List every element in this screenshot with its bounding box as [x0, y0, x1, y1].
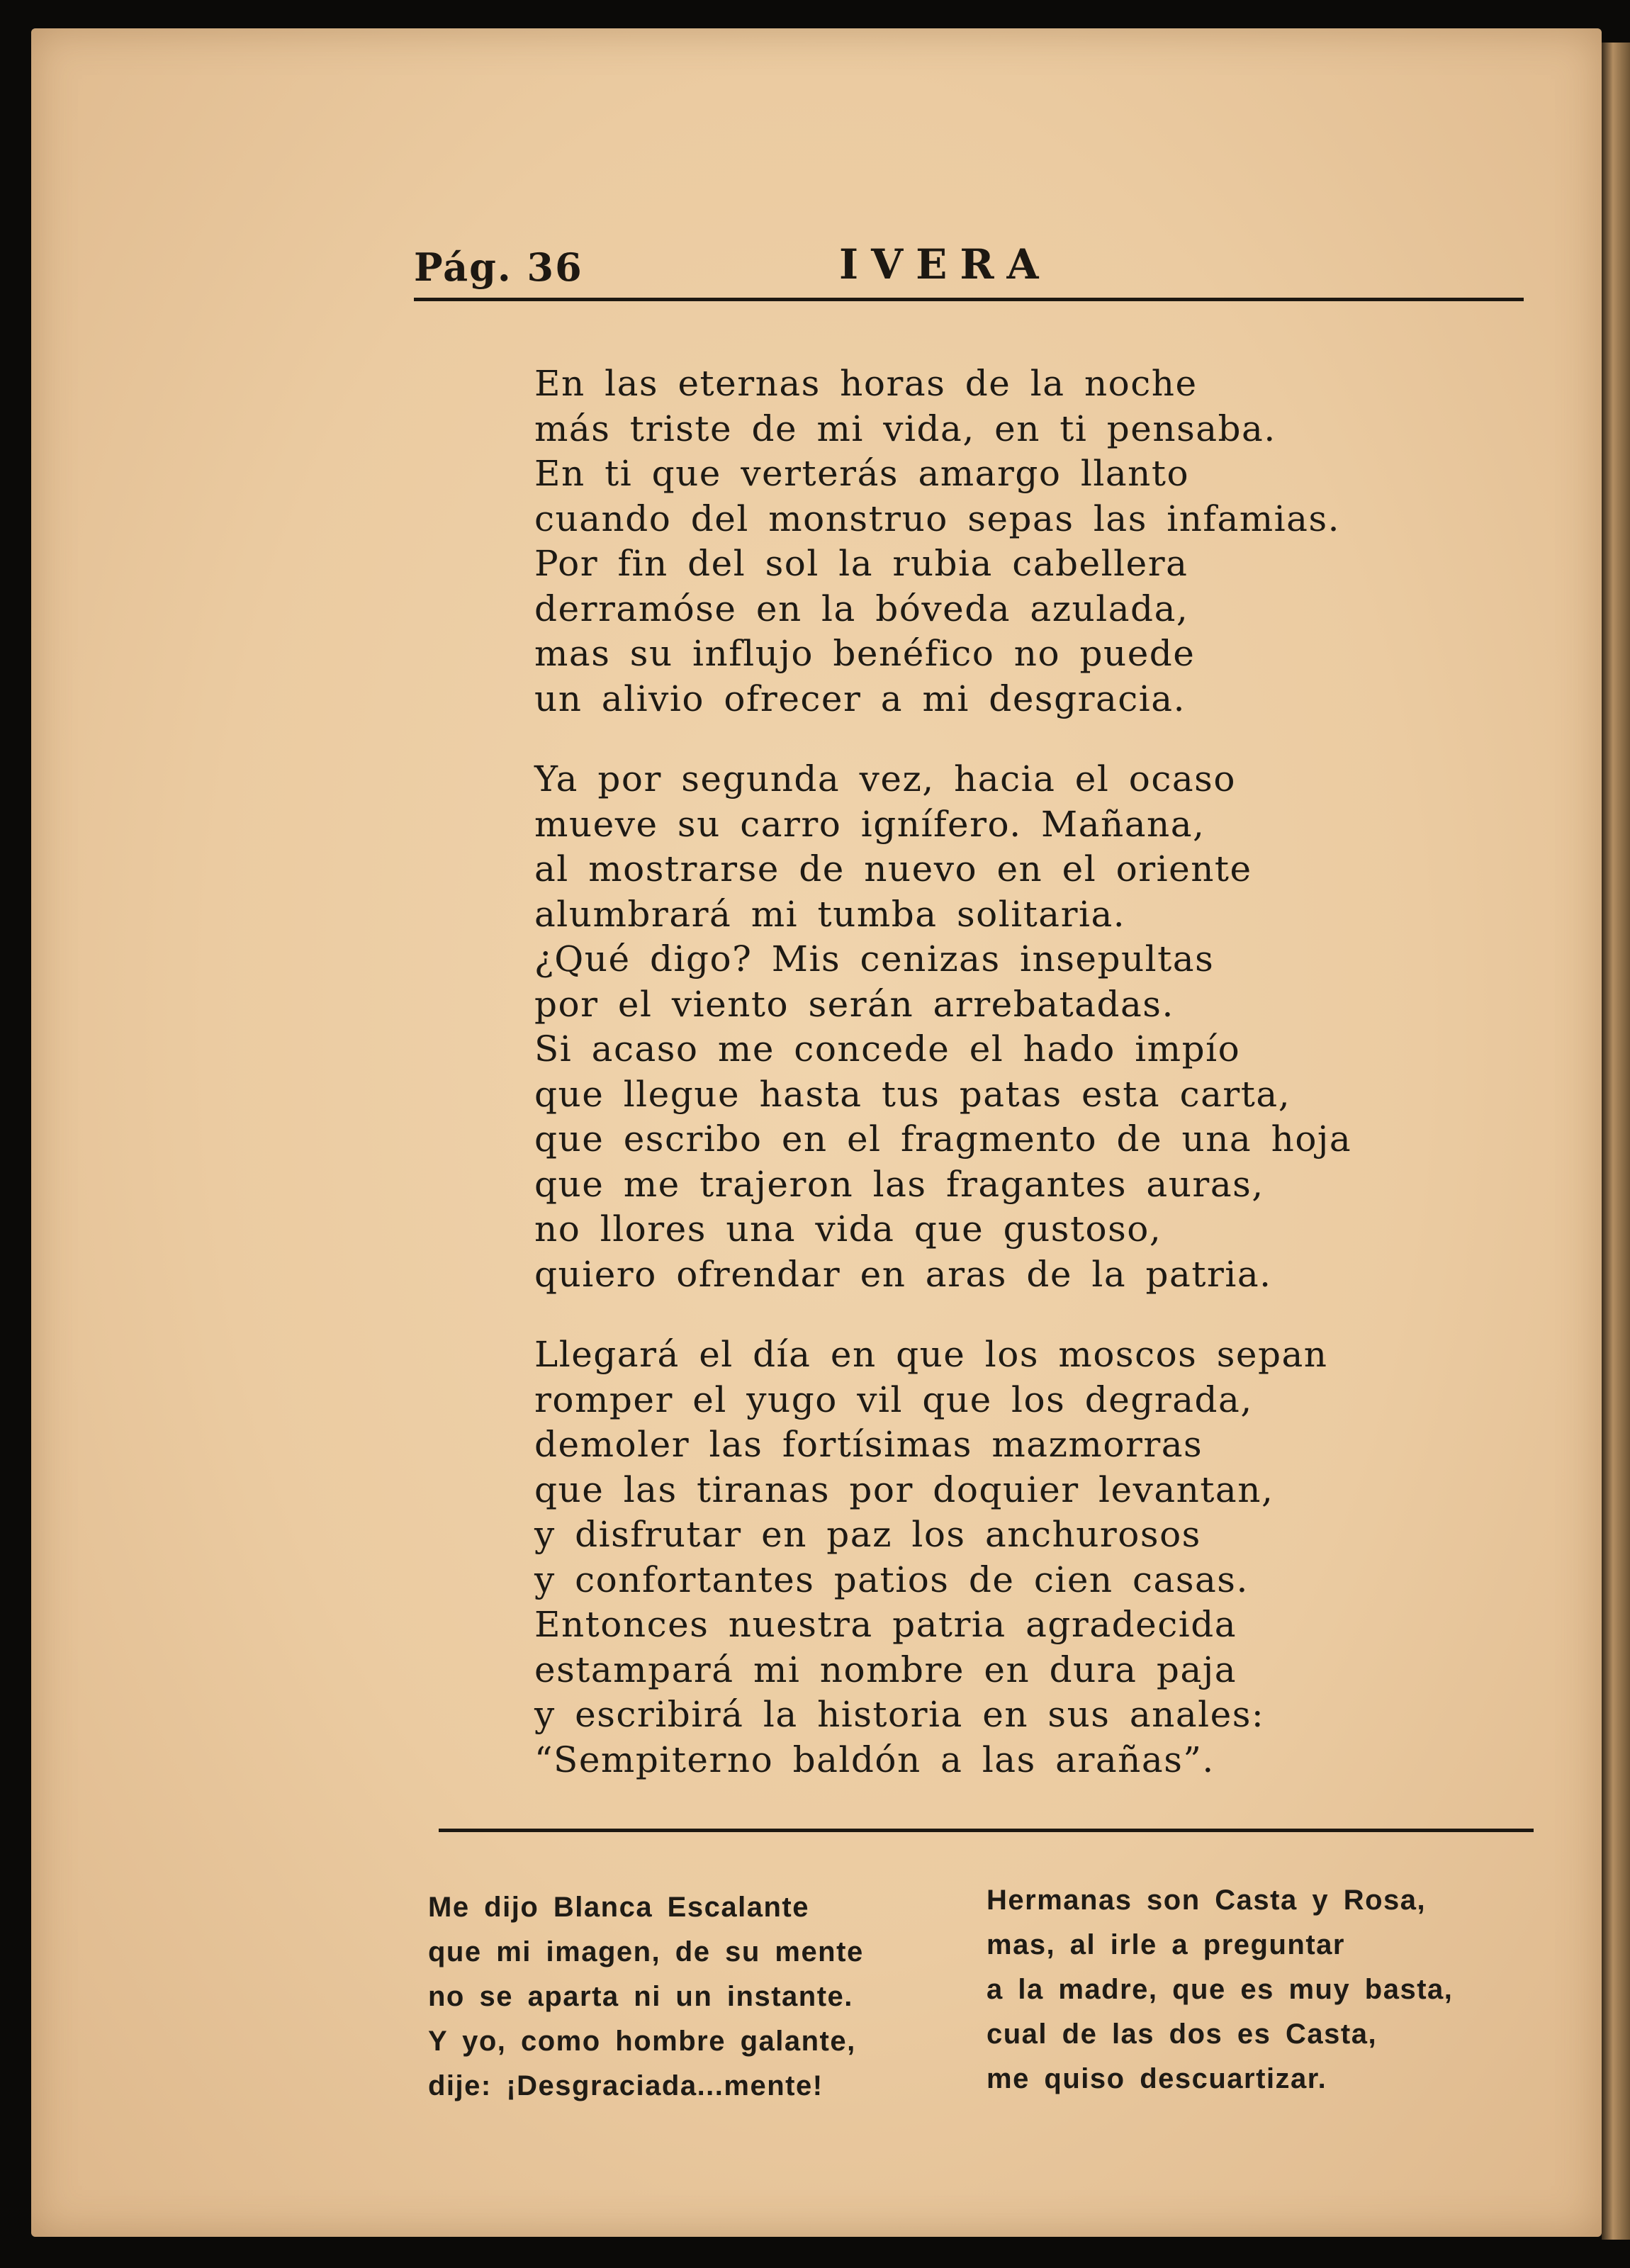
header-rule	[414, 298, 1524, 301]
poem-line: cuando del monstruo sepas las infamias.	[534, 498, 1341, 539]
poem-line: Llegará el día en que los moscos sepan	[534, 1334, 1328, 1375]
epigram-line: cual de las dos es Casta,	[987, 2019, 1378, 2050]
poem-line: Entonces nuestra patria agradecida	[534, 1604, 1237, 1645]
poem-line: por el viento serán arrebatadas.	[534, 983, 1174, 1025]
poem-line: quiero ofrendar en aras de la patria.	[534, 1253, 1272, 1295]
epigram-line: Me dijo Blanca Escalante	[428, 1892, 809, 1923]
epigram-line: Y yo, como hombre galante,	[428, 2026, 856, 2057]
poem-line: Por fin del sol la rubia cabellera	[534, 543, 1188, 584]
poem-line: “Sempiterno baldón a las arañas”.	[534, 1739, 1215, 1780]
poem-line: que escribo en el fragmento de una hoja	[534, 1118, 1352, 1160]
epigram-right	[987, 1878, 1525, 2101]
epigram-line: no se aparta ni un instante.	[428, 1981, 853, 2012]
poem-line: más triste de mi vida, en ti pensaba.	[534, 408, 1276, 449]
epigram-line: dije: ¡Desgraciada...mente!	[428, 2070, 824, 2101]
poem-line: que me trajeron las fragantes auras,	[534, 1163, 1264, 1205]
running-title: IVERA	[839, 240, 1052, 288]
poem-line: ¿Qué digo? Mis cenizas insepultas	[534, 938, 1215, 979]
page-number: Pág. 36	[414, 245, 583, 290]
poem-line: alumbrará mi tumba solitaria.	[534, 893, 1126, 935]
page-header	[414, 240, 1519, 301]
epigram-line: que mi imagen, de su mente	[428, 1936, 864, 1967]
poem-line: que las tiranas por doquier levantan,	[534, 1469, 1274, 1510]
epigram-line: Hermanas son Casta y Rosa,	[987, 1885, 1427, 1916]
epigram-line: me quiso descuartizar.	[987, 2063, 1327, 2094]
book-spine-edge	[1602, 43, 1630, 2240]
stanza-3	[534, 1332, 1527, 1783]
stanza-1	[534, 361, 1527, 722]
poem-line: Si acaso me concede el hado impío	[534, 1028, 1241, 1070]
poem-line: y disfrutar en paz los anchurosos	[534, 1514, 1201, 1555]
poem-line: Ya por segunda vez, hacia el ocaso	[534, 758, 1236, 799]
epigram-line: mas, al irle a preguntar	[987, 1929, 1345, 1960]
poem-line: estampará mi nombre en dura paja	[534, 1649, 1237, 1690]
poem-line: y confortantes patios de cien casas.	[534, 1559, 1249, 1600]
poem-line: demoler las fortísimas mazmorras	[534, 1424, 1203, 1465]
stanza-2	[534, 757, 1527, 1297]
poem-line: En las eternas horas de la noche	[534, 363, 1198, 404]
book-page	[31, 28, 1602, 2237]
poem-line: mas su influjo benéfico no puede	[534, 633, 1196, 674]
poem	[534, 361, 1527, 1783]
poem-line: al mostrarse de nuevo en el oriente	[534, 848, 1252, 889]
epigram-line: a la madre, que es muy basta,	[987, 1974, 1454, 2005]
poem-line: y escribirá la historia en sus anales:	[534, 1694, 1265, 1735]
poem-line: En ti que verterás amargo llanto	[534, 453, 1190, 494]
epigram-left	[428, 1885, 938, 2109]
poem-line: derramóse en la bóveda azulada,	[534, 588, 1189, 629]
poem-line: romper el yugo vil que los degrada,	[534, 1379, 1253, 1420]
poem-line: no llores una vida que gustoso,	[534, 1208, 1162, 1250]
poem-line: un alivio ofrecer a mi desgracia.	[534, 678, 1186, 719]
footer-rule	[439, 1829, 1534, 1832]
poem-line: que llegue hasta tus patas esta carta,	[534, 1073, 1291, 1115]
poem-line: mueve su carro ignífero. Mañana,	[534, 803, 1205, 845]
